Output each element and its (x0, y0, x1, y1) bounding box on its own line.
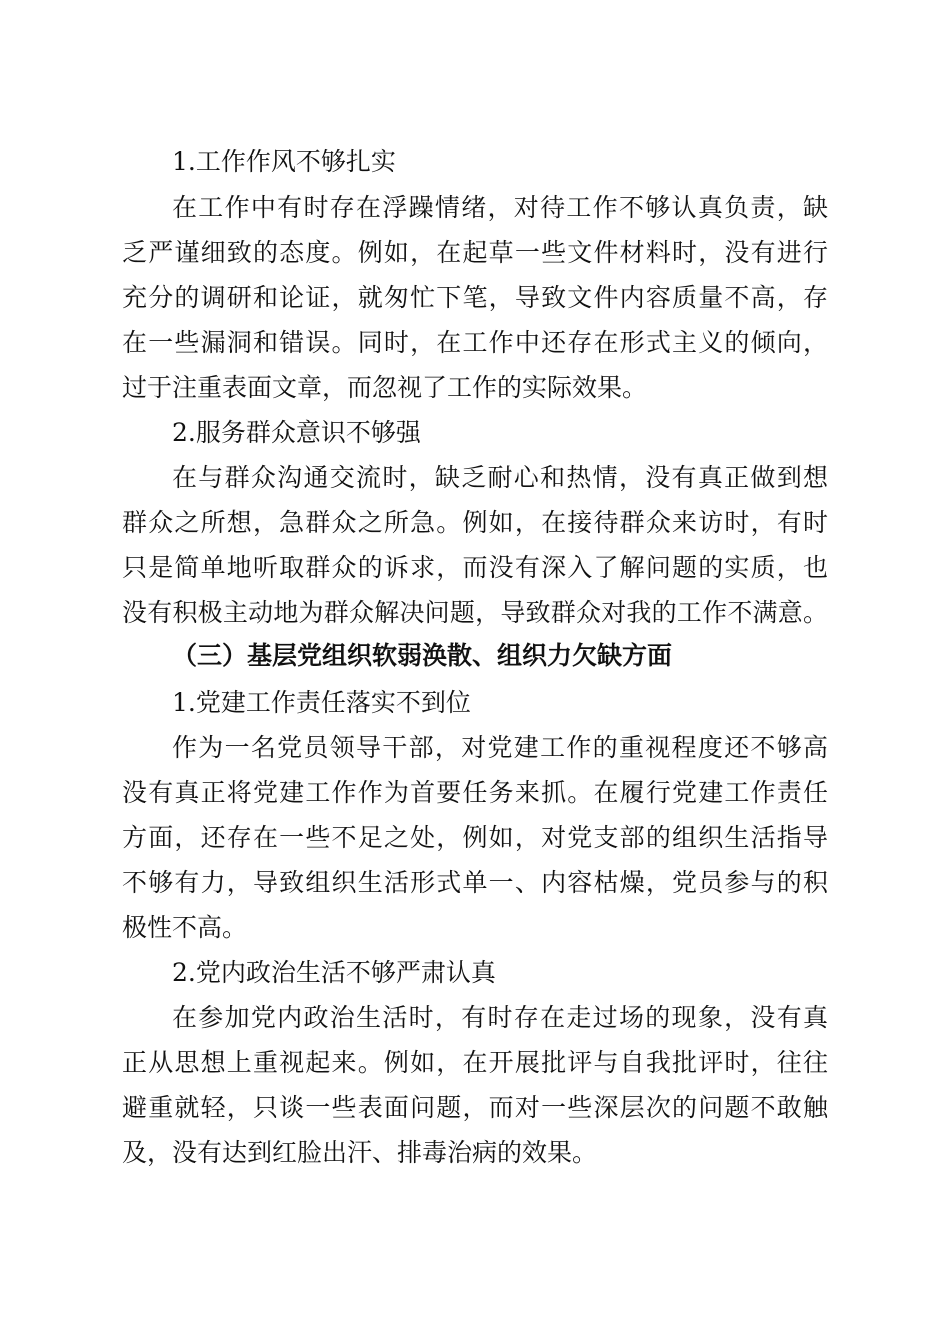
paragraph-line: 方面，还存在一些不足之处，例如，对党支部的组织生活指导 (122, 823, 828, 852)
subsection-heading: 2.服务群众意识不够强 (172, 418, 421, 447)
paragraph-line: 避重就轻，只谈一些表面问题，而对一些深层次的问题不敢触 (122, 1093, 828, 1122)
paragraph-line: 过于注重表面文章，而忽视了工作的实际效果。 (122, 373, 648, 402)
paragraph-line: 不够有力，导致组织生活形式单一、内容枯燥，党员参与的积 (122, 868, 828, 897)
subsection-heading: 2.党内政治生活不够严肃认真 (172, 958, 496, 987)
paragraph-line: 只是简单地听取群众的诉求，而没有深入了解问题的实质，也 (122, 553, 828, 582)
paragraph-line: 及，没有达到红脸出汗、排毒治病的效果。 (122, 1138, 598, 1167)
paragraph-line: 没有真正将党建工作作为首要任务来抓。在履行党建工作责任 (122, 778, 828, 807)
paragraph-line: 群众之所想，急群众之所急。例如，在接待群众来访时，有时 (122, 508, 828, 537)
subsection-heading: 1.工作作风不够扎实 (172, 147, 396, 176)
paragraph-line: 乏严谨细致的态度。例如，在起草一些文件材料时，没有进行 (122, 238, 828, 267)
paragraph-line: 作为一名党员领导干部，对党建工作的重视程度还不够高 (172, 733, 828, 762)
paragraph-line: 充分的调研和论证，就匆忙下笔，导致文件内容质量不高，存 (122, 283, 828, 312)
paragraph-line: 没有积极主动地为群众解决问题，导致群众对我的工作不满意。 (122, 598, 828, 627)
section-title: （三）基层党组织软弱涣散、组织力欠缺方面 (172, 641, 673, 670)
paragraph-line: 正从思想上重视起来。例如，在开展批评与自我批评时，往往 (122, 1048, 828, 1077)
paragraph-line: 在一些漏洞和错误。同时，在工作中还存在形式主义的倾向， (122, 328, 828, 357)
paragraph-line: 在工作中有时存在浮躁情绪，对待工作不够认真负责，缺 (172, 193, 828, 222)
paragraph-line: 极性不高。 (122, 913, 248, 942)
paragraph-line: 在与群众沟通交流时，缺乏耐心和热情，没有真正做到想 (172, 463, 828, 492)
subsection-heading: 1.党建工作责任落实不到位 (172, 688, 471, 717)
paragraph-line: 在参加党内政治生活时，有时存在走过场的现象，没有真 (172, 1003, 828, 1032)
